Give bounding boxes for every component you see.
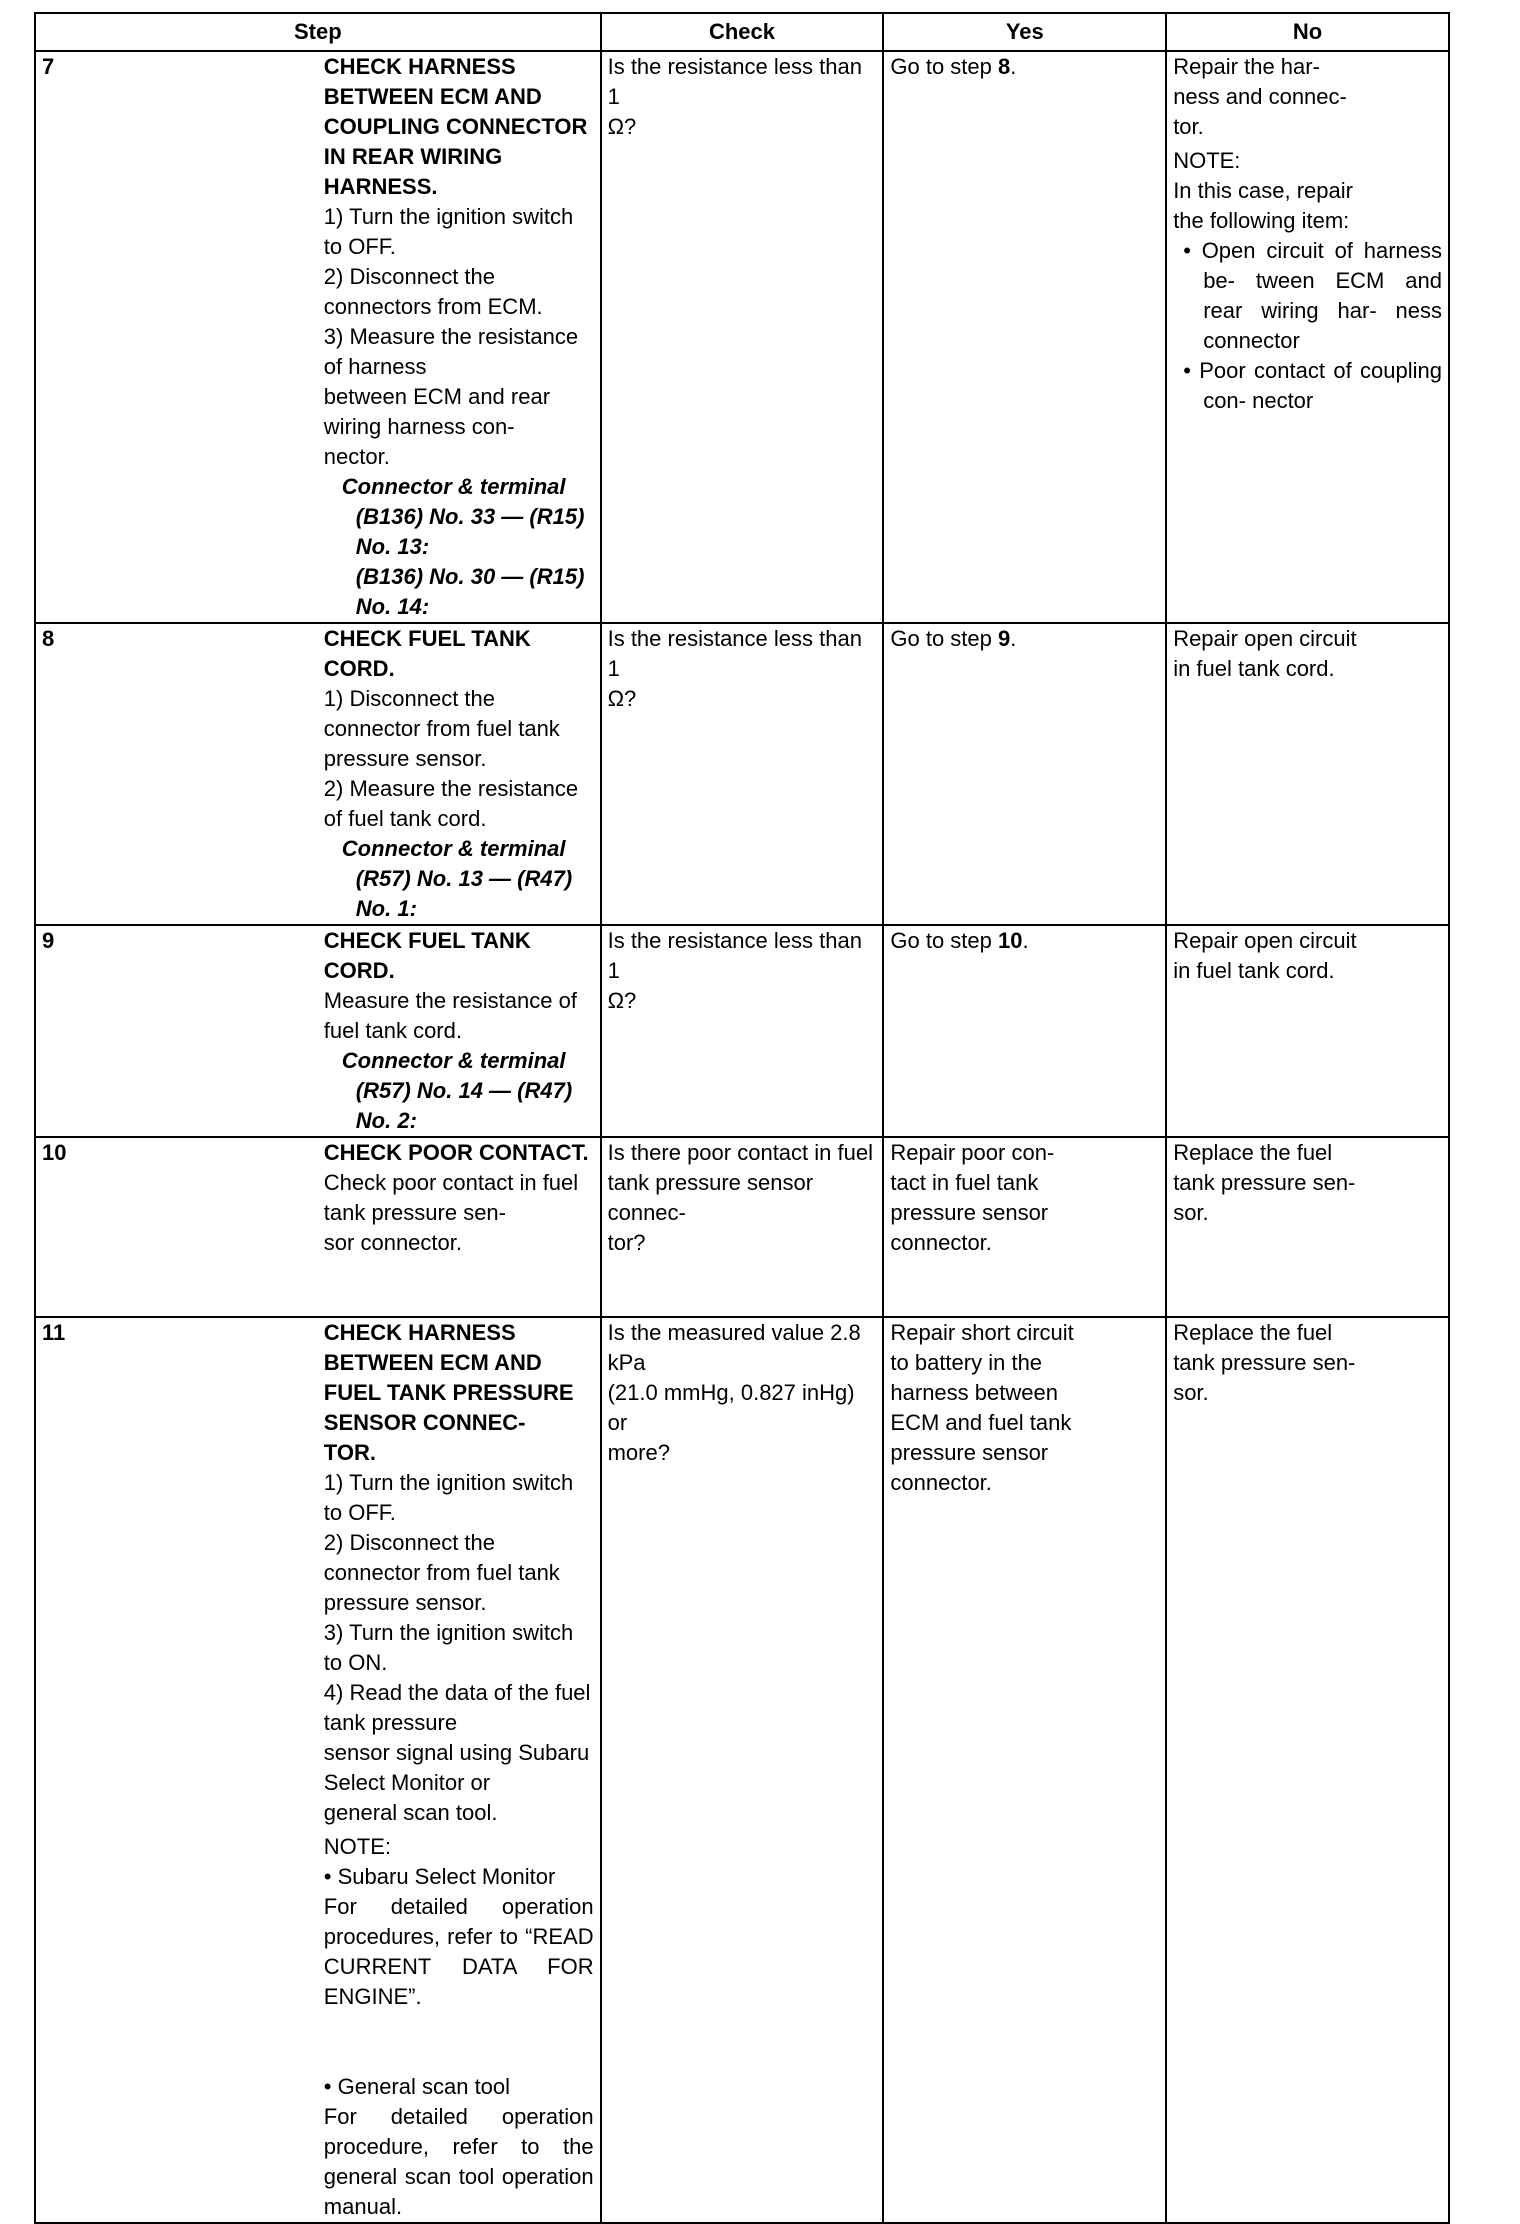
check-text: Is the resistance less than 1 xyxy=(607,928,862,983)
step-title: HARNESS. xyxy=(323,174,438,199)
check-text: Is the measured value 2.8 kPa xyxy=(607,1320,861,1375)
connector-terminal-label: Connector & terminal xyxy=(341,1048,566,1073)
yes-text: harness between xyxy=(890,1380,1058,1405)
yes-cell xyxy=(883,51,1166,623)
step-instruction: 3) Measure the resistance of harness xyxy=(323,324,579,379)
step-title: COUPLING CONNECTOR IN REAR WIRING xyxy=(323,114,588,169)
step-number: 9 xyxy=(35,925,318,1137)
step-instruction: between ECM and rear wiring harness con- xyxy=(323,384,551,439)
step-instruction: nector. xyxy=(323,444,390,469)
step-title: CHECK HARNESS BETWEEN ECM AND xyxy=(323,54,542,109)
step-instruction: 2) Measure the resistance of fuel tank cord. xyxy=(323,776,579,831)
step-instruction: 3) Turn the ignition switch to ON. xyxy=(323,1620,574,1675)
note-bullet: • General scan tool xyxy=(323,2074,511,2099)
spacer xyxy=(324,2012,594,2072)
check-text: tank pressure sensor connec- xyxy=(607,1170,814,1225)
yes-text: connector. xyxy=(890,1230,992,1255)
connector-terminal-label: Connector & terminal xyxy=(341,474,566,499)
no-text: Replace the fuel xyxy=(1173,1320,1333,1345)
step-cell xyxy=(318,1137,601,1317)
no-cell xyxy=(1166,1317,1449,2223)
yes-text: pressure sensor xyxy=(890,1200,1049,1225)
check-text: (21.0 mmHg, 0.827 inHg) or xyxy=(607,1380,855,1435)
yes-text: pressure sensor xyxy=(890,1440,1049,1465)
no-cell xyxy=(1166,623,1449,925)
step-instruction: Check poor contact in fuel tank pressure sen- xyxy=(323,1170,579,1225)
step-number: 8 xyxy=(35,623,318,925)
check-text: tor? xyxy=(607,1230,646,1255)
check-text: Ω? xyxy=(607,114,637,139)
no-cell xyxy=(1166,925,1449,1137)
yes-step-ref: 10 xyxy=(998,928,1023,953)
check-cell xyxy=(601,623,884,925)
step-cell xyxy=(318,51,601,623)
no-text: Repair the har- xyxy=(1173,54,1320,79)
step-title: TOR. xyxy=(323,1440,376,1465)
note-bullet-text: For detailed operation procedure, refer to the general scan tool operation manual. xyxy=(323,2104,594,2219)
check-text: Is the resistance less than 1 xyxy=(607,626,862,681)
no-note-bullet: • Open circuit of harness be- tween ECM and rear wiring har- ness connector xyxy=(1183,238,1442,353)
yes-cell xyxy=(883,623,1166,925)
no-text: Replace the fuel xyxy=(1173,1140,1333,1165)
check-text: Is there poor contact in fuel xyxy=(607,1140,873,1165)
no-text: in fuel tank cord. xyxy=(1173,958,1335,983)
step-cell xyxy=(318,925,601,1137)
no-text: tank pressure sen- xyxy=(1173,1350,1356,1375)
step-number: 11 xyxy=(35,1317,318,2223)
header-row xyxy=(35,13,1449,51)
step-title: FUEL TANK PRESSURE SENSOR CONNEC- xyxy=(323,1380,574,1435)
connector-terminal-line: (B136) No. 30 — (R15) No. 14: xyxy=(355,564,585,619)
no-note-bullet: • Poor contact of coupling con- nector xyxy=(1183,358,1442,413)
yes-step-ref: 9 xyxy=(998,626,1011,651)
step-instruction: pressure sensor. xyxy=(323,1590,487,1615)
step-instruction: 2) Disconnect the connector from fuel tank xyxy=(323,1530,560,1585)
connector-terminal-line: (R57) No. 14 — (R47) No. 2: xyxy=(355,1078,573,1133)
step-cell xyxy=(318,1317,601,2223)
step-instruction: Measure the resistance of fuel tank cord. xyxy=(323,988,577,1043)
yes-text: Repair poor con- xyxy=(890,1140,1055,1165)
check-cell xyxy=(601,925,884,1137)
step-instruction: sensor signal using Subaru Select Monitor or xyxy=(323,1740,590,1795)
connector-terminal-line: (R57) No. 13 — (R47) No. 1: xyxy=(355,866,573,921)
yes-text: Go to step 9. xyxy=(890,626,1017,651)
yes-text: Go to step 8. xyxy=(890,54,1017,79)
step-title: CHECK HARNESS BETWEEN ECM AND xyxy=(323,1320,542,1375)
check-cell xyxy=(601,1317,884,2223)
diagnostic-table xyxy=(34,12,1450,2224)
header-no: No xyxy=(1166,13,1449,51)
header-yes: Yes xyxy=(883,13,1166,51)
check-cell xyxy=(601,1137,884,1317)
yes-text: tact in fuel tank xyxy=(890,1170,1039,1195)
no-note-label: NOTE: xyxy=(1173,148,1241,173)
no-text: Repair open circuit xyxy=(1173,928,1357,953)
header-check: Check xyxy=(601,13,884,51)
no-note-text: In this case, repair xyxy=(1173,178,1353,203)
table-row xyxy=(35,1137,1449,1317)
step-instruction: 2) Disconnect the connectors from ECM. xyxy=(323,264,543,319)
step-instruction: 1) Disconnect the connector from fuel tank xyxy=(323,686,560,741)
check-cell xyxy=(601,51,884,623)
yes-cell xyxy=(883,925,1166,1137)
step-title: CHECK POOR CONTACT. xyxy=(323,1140,589,1165)
connector-terminal-label: Connector & terminal xyxy=(341,836,566,861)
table-row xyxy=(35,1317,1449,2223)
table-row xyxy=(35,925,1449,1137)
yes-cell xyxy=(883,1137,1166,1317)
connector-terminal-line: (B136) No. 33 — (R15) No. 13: xyxy=(355,504,585,559)
header-step: Step xyxy=(35,13,601,51)
no-cell xyxy=(1166,51,1449,623)
no-text: tank pressure sen- xyxy=(1173,1170,1356,1195)
yes-text: Repair short circuit xyxy=(890,1320,1074,1345)
step-cell xyxy=(318,623,601,925)
step-title: CHECK FUEL TANK CORD. xyxy=(323,626,531,681)
no-text: tor. xyxy=(1173,114,1204,139)
note-bullet: • Subaru Select Monitor xyxy=(323,1864,556,1889)
step-instruction: general scan tool. xyxy=(323,1800,498,1825)
no-text: in fuel tank cord. xyxy=(1173,656,1335,681)
step-title: CHECK FUEL TANK CORD. xyxy=(323,928,531,983)
step-instruction: 4) Read the data of the fuel tank pressure xyxy=(323,1680,591,1735)
note-label: NOTE: xyxy=(323,1834,392,1859)
note-bullet-text: For detailed operation procedures, refer to “READ CURRENT DATA FOR ENGINE”. xyxy=(323,1894,594,2009)
step-number: 10 xyxy=(35,1137,318,1317)
table-row xyxy=(35,51,1449,623)
yes-step-ref: 8 xyxy=(998,54,1011,79)
no-text: sor. xyxy=(1173,1380,1209,1405)
yes-cell xyxy=(883,1317,1166,2223)
step-instruction: sor connector. xyxy=(323,1230,462,1255)
no-text: Repair open circuit xyxy=(1173,626,1357,651)
yes-text: Go to step 10. xyxy=(890,928,1029,953)
step-instruction: 1) Turn the ignition switch to OFF. xyxy=(323,1470,574,1525)
check-text: Ω? xyxy=(607,988,637,1013)
check-text: Ω? xyxy=(607,686,637,711)
no-cell xyxy=(1166,1137,1449,1317)
yes-text: connector. xyxy=(890,1470,992,1495)
table-row xyxy=(35,623,1449,925)
no-text: sor. xyxy=(1173,1200,1209,1225)
yes-text: ECM and fuel tank xyxy=(890,1410,1072,1435)
step-instruction: pressure sensor. xyxy=(323,746,487,771)
yes-text: to battery in the xyxy=(890,1350,1043,1375)
check-text: more? xyxy=(607,1440,670,1465)
no-text: ness and connec- xyxy=(1173,84,1347,109)
step-number: 7 xyxy=(35,51,318,623)
no-note-text: the following item: xyxy=(1173,208,1350,233)
check-text: Is the resistance less than 1 xyxy=(607,54,862,109)
step-instruction: 1) Turn the ignition switch to OFF. xyxy=(323,204,574,259)
